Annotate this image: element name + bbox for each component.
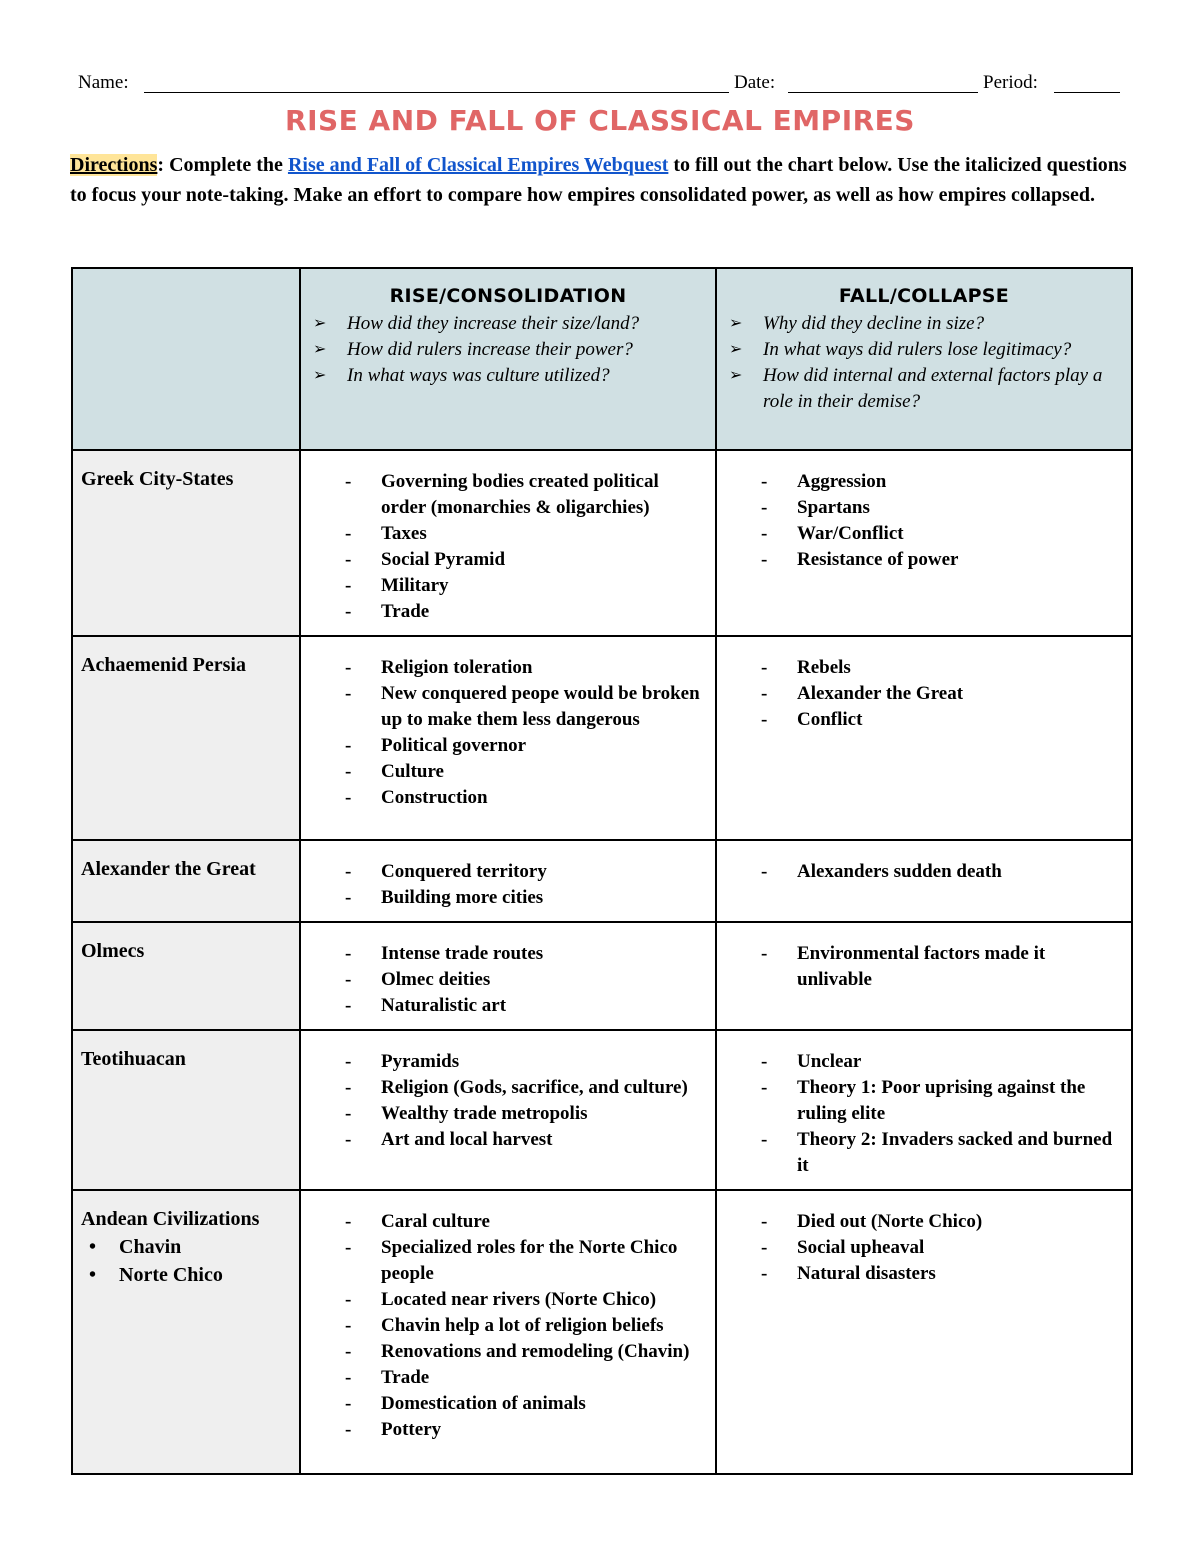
dash-bullet-icon: - xyxy=(345,549,352,570)
fall-notes-list xyxy=(717,923,1131,1003)
period-blank[interactable] xyxy=(1054,72,1120,93)
dash-bullet-icon: - xyxy=(345,601,352,622)
dash-bullet-icon: - xyxy=(761,683,768,704)
name-label: Name: xyxy=(78,72,129,93)
fall-note-item: - Theory 2: Invaders sacked and burned it xyxy=(761,1129,1113,1176)
dash-bullet-icon: - xyxy=(345,1103,352,1124)
fall-notes-cell[interactable] xyxy=(716,1030,1132,1190)
fall-note-item: - Social upheaval xyxy=(797,1235,1121,1261)
date-blank[interactable] xyxy=(788,72,978,93)
empire-name-cell xyxy=(72,840,300,922)
rise-note-item: - Social Pyramid xyxy=(381,547,705,573)
rise-note-item: - Wealthy trade metropolis xyxy=(381,1101,705,1127)
dash-bullet-icon: - xyxy=(345,1237,352,1258)
sub-civilization-item: • Norte Chico xyxy=(119,1261,299,1289)
dash-bullet-icon: - xyxy=(761,1129,768,1150)
empire-row xyxy=(72,1190,1132,1474)
dash-bullet-icon: - xyxy=(761,497,768,518)
fall-note-item: - Died out (Norte Chico) xyxy=(797,1209,1121,1235)
rise-question: ➢ In what ways was culture utilized? xyxy=(347,363,705,389)
rise-note-item: - Taxes xyxy=(381,521,705,547)
rise-note-item: - Chavin help a lot of religion beliefs xyxy=(381,1313,705,1339)
rise-note-item: - Construction xyxy=(381,785,705,811)
webquest-link[interactable]: Rise and Fall of Classical Empires Webquest xyxy=(287,154,669,176)
arrow-bullet-icon: ➢ xyxy=(313,341,327,358)
rise-note-item: - Trade xyxy=(381,1365,705,1391)
fall-note-item: - Conflict xyxy=(797,707,1121,733)
fall-notes-list xyxy=(717,451,1131,583)
dash-bullet-icon: - xyxy=(345,887,352,908)
rise-note-item: - Governing bodies created political order (monarchies & oligarchies) xyxy=(345,471,659,518)
dash-bullet-icon: - xyxy=(761,1077,768,1098)
directions-text-after: to fill out the chart below. Use the italicized questions to focus your note-taking. Make an effort to compare how empires consolidated power, as well as how empires collapsed. xyxy=(70,154,1127,206)
empire-name: Teotihuacan xyxy=(81,1048,186,1070)
rise-note-item: - Intense trade routes xyxy=(381,941,705,967)
rise-note-item: - Caral culture xyxy=(381,1209,705,1235)
dash-bullet-icon: - xyxy=(761,1051,768,1072)
fall-question: ➢ In what ways did rulers lose legitimacy? xyxy=(763,337,1121,363)
arrow-bullet-icon: ➢ xyxy=(729,315,743,332)
fall-notes-list xyxy=(717,1031,1131,1189)
fall-note-item: - Rebels xyxy=(797,655,1121,681)
arrow-bullet-icon: ➢ xyxy=(729,341,743,358)
rise-note-item: - Building more cities xyxy=(381,885,705,911)
empire-name-cell xyxy=(72,922,300,1030)
dash-bullet-icon: - xyxy=(345,1051,352,1072)
empire-name-cell xyxy=(72,636,300,840)
dash-bullet-icon: - xyxy=(761,1211,768,1232)
dash-bullet-icon: - xyxy=(345,1419,352,1440)
chart-header-row xyxy=(72,268,1132,450)
dash-bullet-icon: - xyxy=(345,787,352,808)
rise-note-item: - Pottery xyxy=(381,1417,705,1443)
rise-notes-list xyxy=(301,451,715,635)
dash-bullet-icon: - xyxy=(761,861,768,882)
fall-notes-cell[interactable] xyxy=(716,1190,1132,1474)
dash-bullet-icon: - xyxy=(761,709,768,730)
dash-bullet-icon: - xyxy=(345,575,352,596)
fall-note-item: - Unclear xyxy=(797,1049,1121,1075)
rise-note-item: - New conquered peope would be broken up to make them less dangerous xyxy=(345,683,700,730)
dash-bullet-icon: - xyxy=(761,1263,768,1284)
fall-question: ➢ Why did they decline in size? xyxy=(763,311,1121,337)
fall-note-item: - Resistance of power xyxy=(797,547,1121,573)
student-info-line xyxy=(78,72,1122,98)
fall-notes-cell[interactable] xyxy=(716,636,1132,840)
fall-notes-cell[interactable] xyxy=(716,840,1132,922)
dash-bullet-icon: - xyxy=(345,969,352,990)
dash-bullet-icon: - xyxy=(345,1367,352,1388)
rise-note-item: - Trade xyxy=(381,599,705,625)
dash-bullet-icon: - xyxy=(345,1211,352,1232)
directions-label: Directions xyxy=(70,154,158,176)
dash-bullet-icon: - xyxy=(345,761,352,782)
dash-bullet-icon: - xyxy=(761,657,768,678)
empire-row xyxy=(72,922,1132,1030)
rise-question: ➢ How did they increase their size/land? xyxy=(347,311,705,337)
dash-bullet-icon: - xyxy=(345,735,352,756)
rise-notes-cell[interactable] xyxy=(300,922,716,1030)
dash-bullet-icon: - xyxy=(345,1315,352,1336)
empire-name-cell xyxy=(72,1030,300,1190)
fall-column-title: FALL/COLLAPSE xyxy=(838,285,1010,307)
dash-bullet-icon: - xyxy=(345,1393,352,1414)
bullet-dot-icon: • xyxy=(89,1236,97,1258)
period-label: Period: xyxy=(983,72,1038,93)
date-label: Date: xyxy=(734,72,776,93)
rise-notes-cell[interactable] xyxy=(300,450,716,636)
bullet-dot-icon: • xyxy=(89,1264,97,1286)
rise-notes-cell[interactable] xyxy=(300,840,716,922)
fall-note-item: - War/Conflict xyxy=(797,521,1121,547)
fall-note-item: - Spartans xyxy=(797,495,1121,521)
dash-bullet-icon: - xyxy=(761,943,768,964)
dash-bullet-icon: - xyxy=(345,943,352,964)
fall-note-item: - Environmental factors made it unlivable xyxy=(761,943,1046,990)
empire-name: Andean Civilizations xyxy=(81,1208,260,1230)
rise-notes-list xyxy=(301,923,715,1029)
dash-bullet-icon: - xyxy=(761,549,768,570)
dash-bullet-icon: - xyxy=(345,657,352,678)
fall-header-cell xyxy=(716,268,1132,450)
empire-name-cell xyxy=(72,1190,300,1474)
sub-civilization-list xyxy=(73,1233,299,1289)
fall-note-item: - Alexanders sudden death xyxy=(797,859,1121,885)
fall-notes-list xyxy=(717,841,1131,895)
empire-name: Olmecs xyxy=(81,940,145,962)
dash-bullet-icon: - xyxy=(345,523,352,544)
dash-bullet-icon: - xyxy=(345,1289,352,1310)
rise-column-title: RISE/CONSOLIDATION xyxy=(389,285,627,307)
rise-note-item: - Culture xyxy=(381,759,705,785)
empire-name: Alexander the Great xyxy=(81,858,256,880)
fall-question: ➢ How did internal and external factors play a role in their demise? xyxy=(729,365,1103,412)
fall-notes-list xyxy=(717,1191,1131,1297)
dash-bullet-icon: - xyxy=(345,1129,352,1150)
rise-note-item: - Located near rivers (Norte Chico) xyxy=(381,1287,705,1313)
rise-notes-list xyxy=(301,637,715,821)
dash-bullet-icon: - xyxy=(345,1077,352,1098)
arrow-bullet-icon: ➢ xyxy=(729,367,743,384)
fall-question-list xyxy=(717,311,1131,415)
header-empty-cell xyxy=(72,268,300,450)
fall-note-item: - Natural disasters xyxy=(797,1261,1121,1287)
fall-note-item: - Theory 1: Poor uprising against the ruling elite xyxy=(761,1077,1086,1124)
rise-question-list xyxy=(301,311,715,389)
empire-name-cell xyxy=(72,450,300,636)
empire-row xyxy=(72,1030,1132,1190)
empire-name: Achaemenid Persia xyxy=(81,654,246,676)
sub-civilization-item: • Chavin xyxy=(119,1233,299,1261)
rise-note-item: - Religion toleration xyxy=(381,655,705,681)
fall-notes-cell[interactable] xyxy=(716,922,1132,1030)
rise-note-item: - Olmec deities xyxy=(381,967,705,993)
rise-note-item: - Military xyxy=(381,573,705,599)
rise-note-item: - Domestication of animals xyxy=(381,1391,705,1417)
fall-notes-list xyxy=(717,637,1131,743)
dash-bullet-icon: - xyxy=(761,1237,768,1258)
rise-notes-cell[interactable] xyxy=(300,636,716,840)
empire-row xyxy=(72,450,1132,636)
dash-bullet-icon: - xyxy=(345,471,352,492)
dash-bullet-icon: - xyxy=(345,1341,352,1362)
empire-row xyxy=(72,840,1132,922)
rise-note-item: - Naturalistic art xyxy=(381,993,705,1019)
dash-bullet-icon: - xyxy=(345,995,352,1016)
dash-bullet-icon: - xyxy=(761,471,768,492)
rise-notes-cell[interactable] xyxy=(300,1030,716,1190)
rise-question: ➢ How did rulers increase their power? xyxy=(347,337,705,363)
dash-bullet-icon: - xyxy=(345,861,352,882)
rise-note-item: - Political governor xyxy=(381,733,705,759)
rise-note-item: - Specialized roles for the Norte Chico people xyxy=(345,1237,678,1284)
fall-note-item: - Alexander the Great xyxy=(797,681,1121,707)
directions-paragraph xyxy=(70,150,1130,210)
empire-name: Greek City-States xyxy=(81,468,234,490)
rise-notes-list xyxy=(301,1191,715,1453)
dash-bullet-icon: - xyxy=(345,683,352,704)
page-title: RISE AND FALL OF CLASSICAL EMPIRES xyxy=(285,104,915,137)
rise-notes-cell[interactable] xyxy=(300,1190,716,1474)
directions-text-before: : Complete the xyxy=(157,154,288,176)
rise-note-item: - Pyramids xyxy=(381,1049,705,1075)
dash-bullet-icon: - xyxy=(761,523,768,544)
rise-note-item: - Conquered territory xyxy=(381,859,705,885)
rise-notes-list xyxy=(301,841,715,921)
rise-note-item: - Renovations and remodeling (Chavin) xyxy=(381,1339,705,1365)
rise-notes-list xyxy=(301,1031,715,1163)
arrow-bullet-icon: ➢ xyxy=(313,367,327,384)
name-blank[interactable] xyxy=(144,72,729,93)
empires-chart xyxy=(71,267,1133,1475)
rise-note-item: - Art and local harvest xyxy=(381,1127,705,1153)
rise-note-item: - Religion (Gods, sacrifice, and culture) xyxy=(381,1075,705,1101)
rise-header-cell xyxy=(300,268,716,450)
empire-row xyxy=(72,636,1132,840)
fall-notes-cell[interactable] xyxy=(716,450,1132,636)
arrow-bullet-icon: ➢ xyxy=(313,315,327,332)
fall-note-item: - Aggression xyxy=(797,469,1121,495)
